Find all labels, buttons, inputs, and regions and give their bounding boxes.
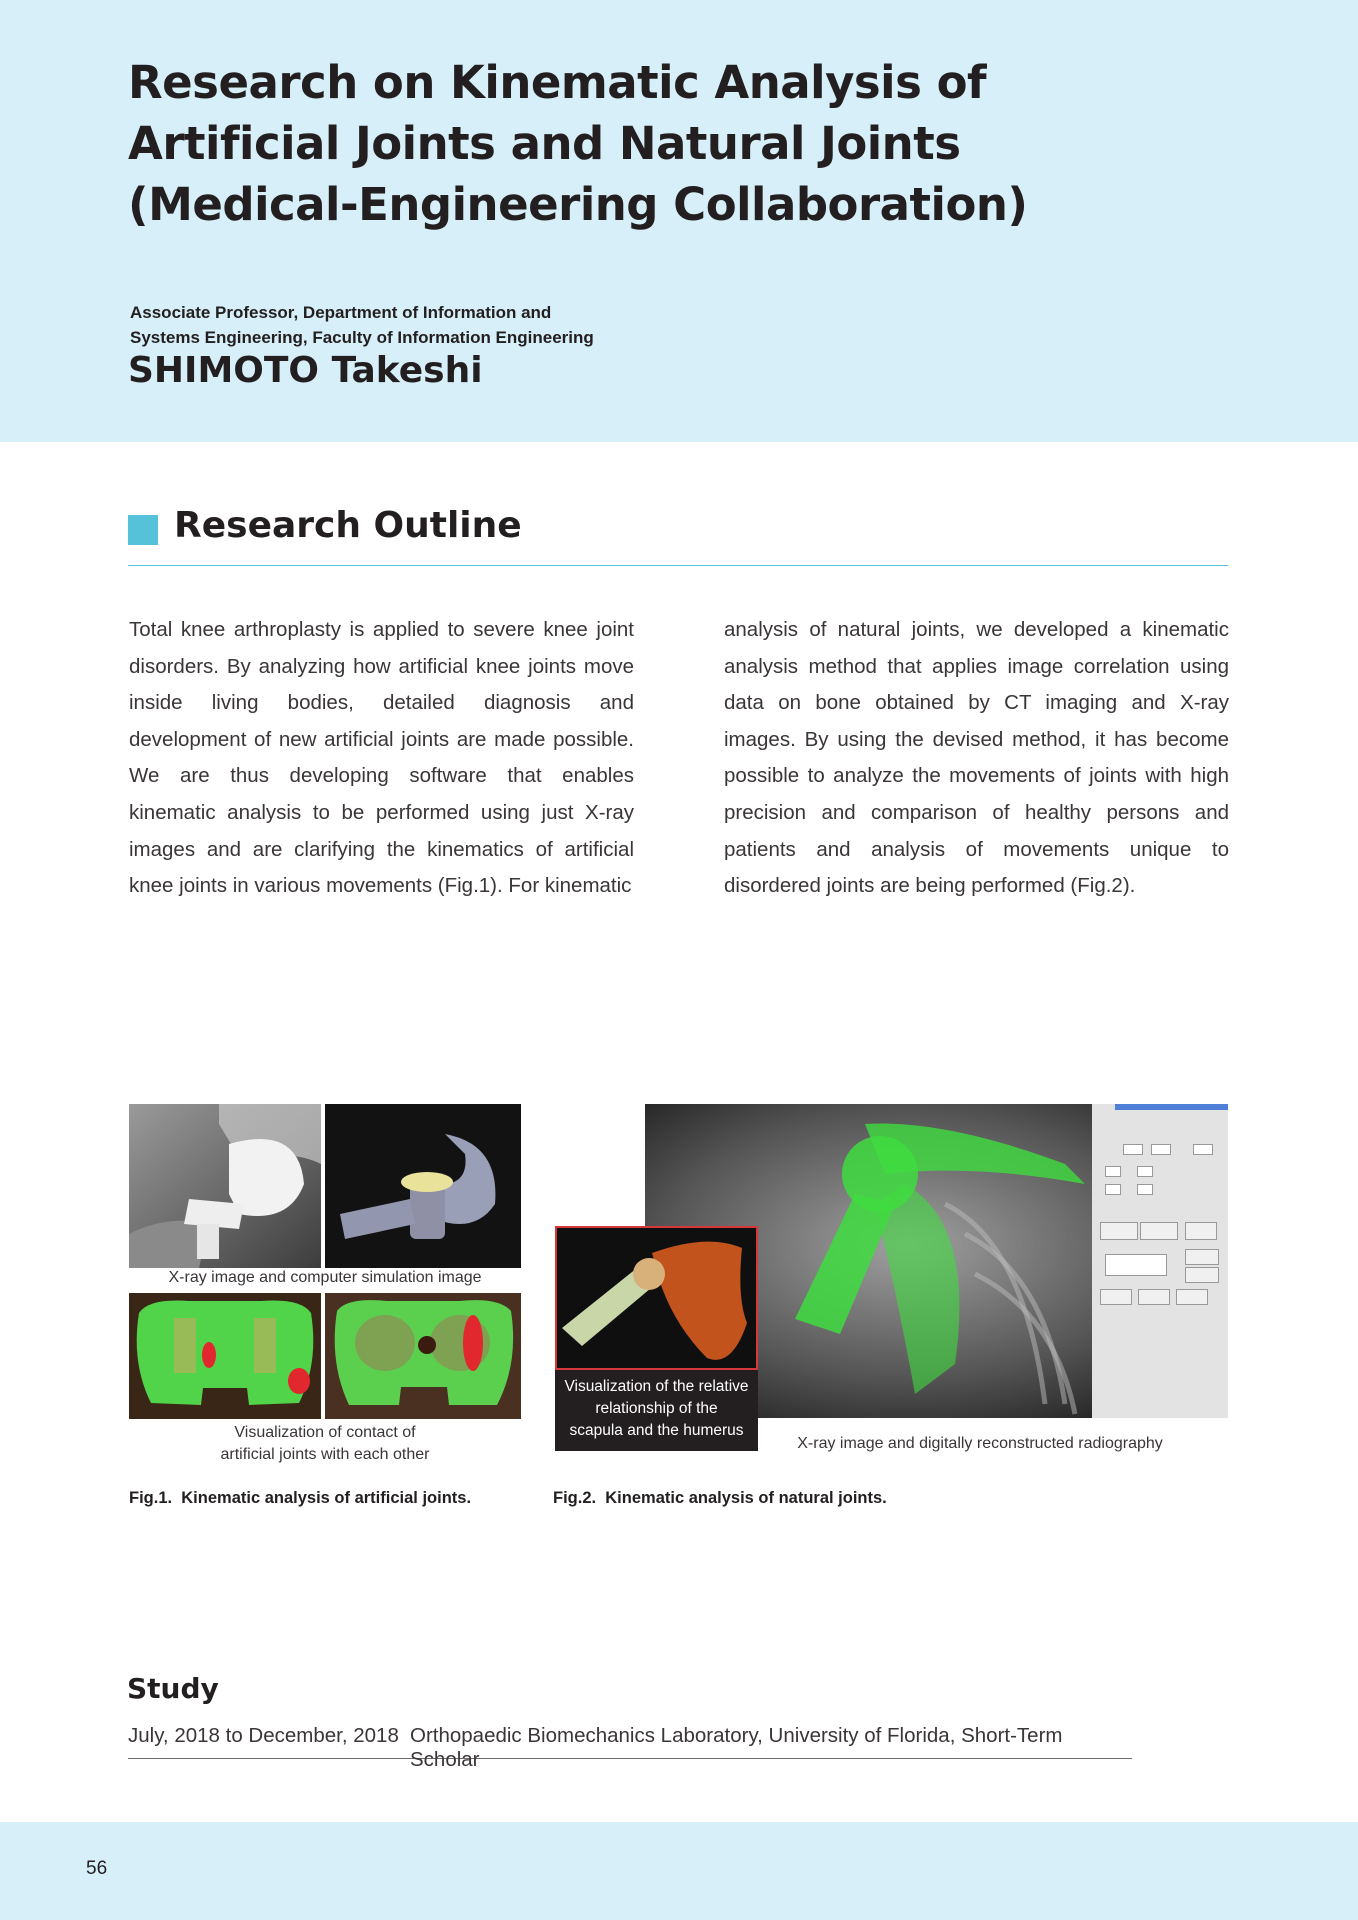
study-period: July, 2018 to December, 2018	[128, 1724, 399, 1747]
panel-button[interactable]	[1100, 1222, 1138, 1240]
outline-column-right: analysis of natural joints, we developed a kinematic analysis method that applies image correlation using data on bone obtained by CT imaging and X-ray images. By using the devised method, it has become possible to analyze the movements of joints with high precision and comparison of healthy persons and patients and analysis of movements unique to disordered joints are being performed (Fig.2).	[724, 618, 1229, 898]
panel-button[interactable]	[1185, 1249, 1219, 1265]
author-affiliation	[130, 300, 594, 350]
scapula-humerus-icon	[557, 1228, 756, 1368]
contact-map-icon	[129, 1293, 321, 1419]
panel-button[interactable]	[1176, 1289, 1208, 1305]
contact-visualization-right	[325, 1293, 521, 1419]
parameter-field[interactable]	[1105, 1184, 1121, 1195]
study-place: Orthopaedic Biomechanics Laboratory, University of Florida, Short-Term Scholar	[410, 1724, 1063, 1771]
parameter-field[interactable]	[1137, 1166, 1153, 1177]
panel-button[interactable]	[1100, 1289, 1132, 1305]
panel-input[interactable]	[1105, 1254, 1167, 1276]
inset-caption-line-2: relationship of the	[595, 1400, 718, 1417]
fig1-title: Kinematic analysis of artificial joints.	[181, 1489, 472, 1507]
panel-button[interactable]	[1185, 1222, 1217, 1240]
knee-xray-image	[129, 1104, 321, 1268]
affiliation-line-2: Systems Engineering, Faculty of Information Engineering	[130, 328, 594, 347]
page-number: 56	[86, 1858, 108, 1879]
contact-map-icon	[325, 1293, 521, 1419]
knee-simulation-image	[325, 1104, 521, 1268]
study-entry	[128, 1720, 1132, 1771]
fig1-caption	[129, 1489, 471, 1508]
parameter-field[interactable]	[1123, 1144, 1143, 1155]
fig1-label: Fig.1.	[129, 1489, 173, 1507]
fig1-caption-bottom-line-1: Visualization of contact of	[234, 1424, 416, 1441]
title-line-1: Research on Kinematic Analysis of	[128, 56, 987, 109]
fig2-caption	[553, 1489, 887, 1508]
inset-caption-line-1: Visualization of the relative	[564, 1378, 749, 1395]
panel-button[interactable]	[1138, 1289, 1170, 1305]
parameter-field[interactable]	[1151, 1144, 1171, 1155]
inset-caption-line-3: scapula and the humerus	[569, 1422, 744, 1439]
page-title	[128, 52, 1228, 235]
fig1-caption-top: X-ray image and computer simulation image	[168, 1269, 482, 1286]
footer-band	[0, 1822, 1358, 1920]
knee-xray-icon	[129, 1104, 321, 1268]
panel-button[interactable]	[1140, 1222, 1178, 1240]
contact-visualization-left	[129, 1293, 321, 1419]
section-heading	[128, 505, 1228, 566]
affiliation-line-1: Associate Professor, Department of Information and	[130, 303, 552, 322]
fig2-title: Kinematic analysis of natural joints.	[605, 1489, 887, 1507]
section-title: Research Outline	[174, 505, 522, 546]
outline-column-left: Total knee arthroplasty is applied to severe knee joint disorders. By analyzing how artificial knee joints move inside living bodies, detailed diagnosis and development of new artificial joints are made possible. We are thus developing software that enables kinematic analysis to be performed using just X-ray images and are clarifying the kinematics of artificial knee joints in various movements (Fig.1). For kinematic	[129, 618, 634, 898]
parameter-field[interactable]	[1137, 1184, 1153, 1195]
fig1-caption-bottom	[129, 1422, 521, 1466]
section-marker-icon	[128, 515, 158, 545]
author-name: SHIMOTO Takeshi	[128, 350, 483, 391]
fig2-caption-right: X-ray image and digitally reconstructed radiography	[797, 1435, 1163, 1452]
parameter-field[interactable]	[1193, 1144, 1213, 1155]
parameter-field[interactable]	[1105, 1166, 1121, 1177]
scapula-humerus-model	[555, 1226, 758, 1370]
implant-model-icon	[325, 1104, 521, 1268]
study-heading: Study	[127, 1672, 219, 1705]
title-line-3: (Medical-Engineering Collaboration)	[128, 178, 1028, 231]
inset-caption	[555, 1376, 758, 1442]
fig2-label: Fig.2.	[553, 1489, 597, 1507]
title-line-2: Artificial Joints and Natural Joints	[128, 117, 961, 170]
fig1-caption-bottom-line-2: artificial joints with each other	[220, 1446, 430, 1463]
panel-button[interactable]	[1185, 1267, 1219, 1283]
inset-visualization	[555, 1226, 758, 1451]
